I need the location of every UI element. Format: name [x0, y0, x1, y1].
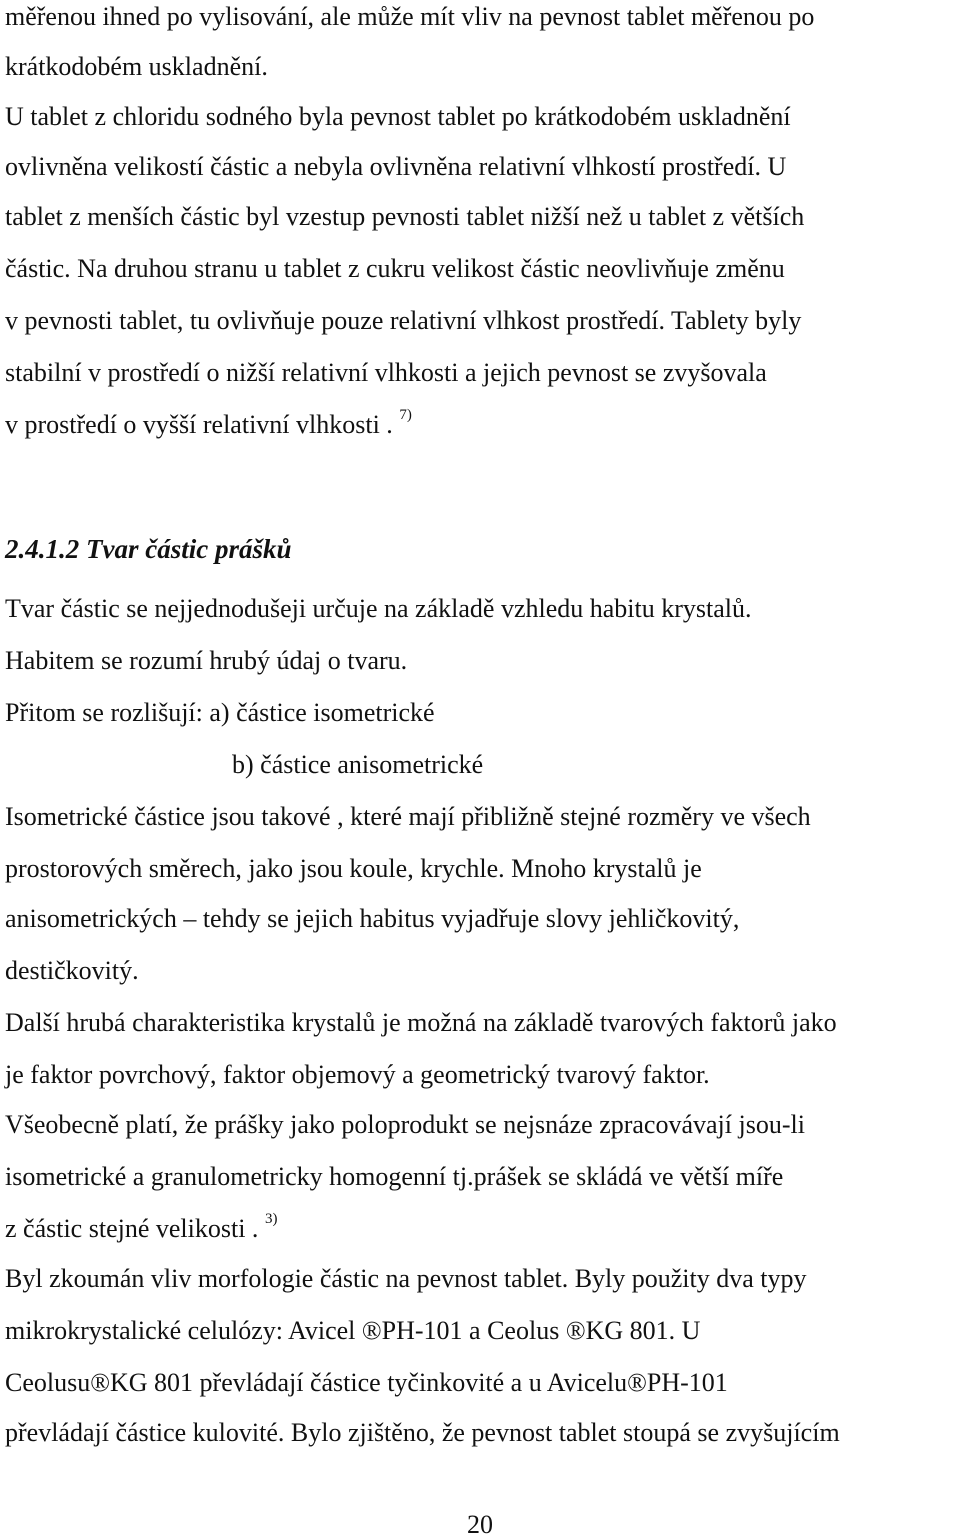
text-line: Tvar částic se nejjednodušeji určuje na základě vzhledu habitu krystalů.	[5, 594, 752, 623]
text-line: isometrické a granulometricky homogenní tj.prášek se skládá ve větší míře	[5, 1162, 784, 1191]
text-line: Další hrubá charakteristika krystalů je možná na základě tvarových faktorů jako	[5, 1008, 837, 1037]
text-line: Habitem se rozumí hrubý údaj o tvaru.	[5, 646, 408, 675]
text-line: stabilní v prostředí o nižší relativní vlhkosti a jejich pevnost se zvyšovala	[5, 358, 767, 387]
text-line: mikrokrystalické celulózy: Avicel ®PH-101 a Ceolus ®KG 801. U	[5, 1316, 701, 1345]
text-line: Byl zkoumán vliv morfologie částic na pevnost tablet. Byly použity dva typy	[5, 1264, 807, 1293]
text-line: měřenou ihned po vylisování, ale může mít vliv na pevnost tablet měřenou po	[5, 2, 815, 31]
text-line-content: v prostředí o vyšší relativní vlhkosti .	[5, 410, 393, 439]
text-line: anisometrických – tehdy se jejich habitus vyjadřuje slovy jehličkovitý,	[5, 904, 740, 933]
text-line: Ceolusu®KG 801 převládají částice tyčinkovité a u Avicelu®PH-101	[5, 1368, 728, 1397]
text-line: krátkodobém uskladnění.	[5, 52, 268, 81]
text-line: U tablet z chloridu sodného byla pevnost tablet po krátkodobém uskladnění	[5, 102, 791, 131]
text-line: b) částice anisometrické	[232, 750, 484, 779]
text-line: Všeobecně platí, že prášky jako poloprodukt se nejsnáze zpracovávají jsou-li	[5, 1110, 805, 1139]
text-line: je faktor povrchový, faktor objemový a geometrický tvarový faktor.	[5, 1060, 710, 1089]
text-line-content: z částic stejné velikosti .	[5, 1214, 259, 1243]
text-line: Přitom se rozlišují: a) částice isometrické	[5, 698, 435, 727]
section-heading: 2.4.1.2 Tvar částic prášků	[5, 534, 292, 564]
text-line: převládají částice kulovité. Bylo zjištěno, že pevnost tablet stoupá se zvyšujícím	[5, 1418, 840, 1447]
text-line: částic. Na druhou stranu u tablet z cukru velikost částic neovlivňuje změnu	[5, 254, 785, 283]
text-line: prostorových směrech, jako jsou koule, krychle. Mnoho krystalů je	[5, 854, 702, 883]
text-line	[5, 407, 412, 440]
text-line: tablet z menších částic byl vzestup pevnosti tablet nižší než u tablet z větších	[5, 202, 805, 231]
text-line	[5, 1211, 278, 1244]
page-number: 20	[467, 1510, 493, 1539]
citation-ref: 3)	[264, 1211, 278, 1227]
text-line: destičkovitý.	[5, 956, 139, 985]
text-line: v pevnosti tablet, tu ovlivňuje pouze relativní vlhkost prostředí. Tablety byly	[5, 306, 802, 335]
text-line: ovlivněna velikostí částic a nebyla ovlivněna relativní vlhkostí prostředí. U	[5, 152, 787, 181]
citation-ref: 7)	[399, 407, 412, 423]
text-line: Isometrické částice jsou takové , které mají přibližně stejné rozměry ve všech	[5, 802, 811, 831]
